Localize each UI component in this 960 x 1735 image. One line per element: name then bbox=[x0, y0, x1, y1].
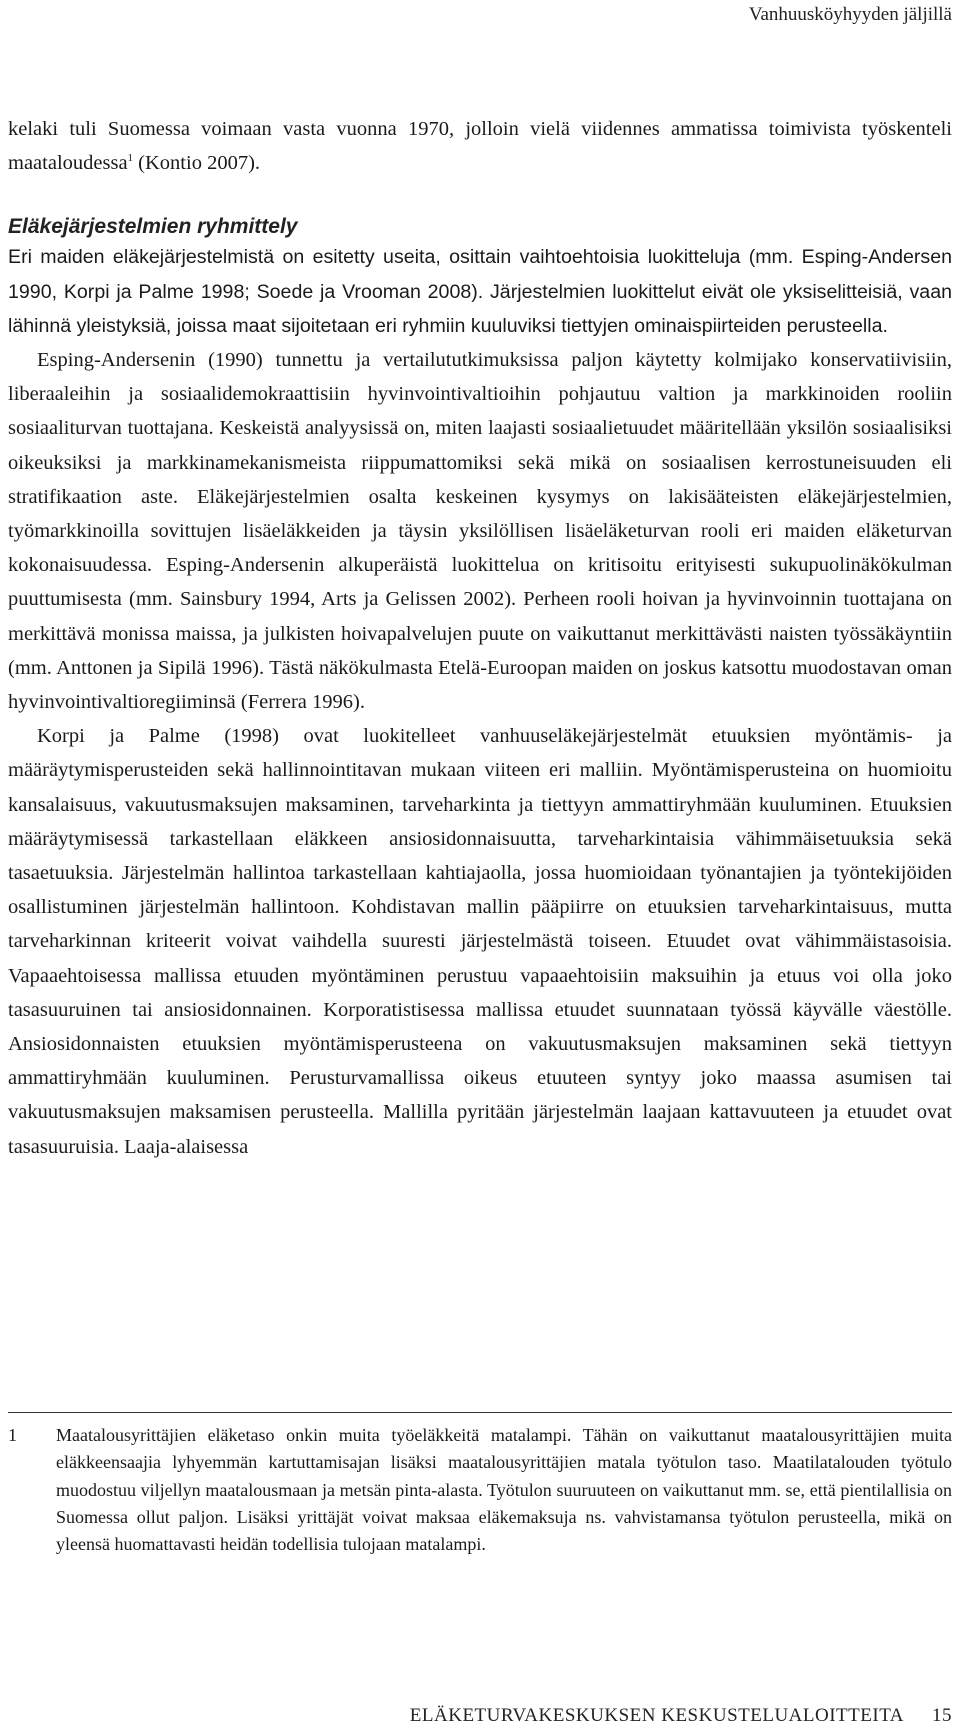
running-footer bbox=[410, 1705, 952, 1727]
paragraph-esping-andersen: Esping-Andersenin (1990) tunnettu ja vertailututkimuksissa paljon käytetty kolmijako konservatiivisiin, liberaaleihin ja sosiaalidemokraattisiin hyvinvointivaltioihin pohjautuu valtion ja markkinoiden rooliin sosiaaliturvan tuottajana. Keskeistä analyysissä on, miten laajasti sosiaalietuudet määritellään yksilön sosiaalisiksi oikeuksiksi ja markkinamekanismeista riippumattomiksi sekä mikä on sosiaalisen kerrostuneisuuden eli stratifikaation aste. Eläkejärjestelmien osalta keskeinen kysymys on lakisääteisten eläkejärjestelmien, työmarkkinoilla sovittujen lisäeläkkeiden ja täysin yksilöllisen lisäeläketurvan rooli eri maiden eläketurvan kokonaisuudessa. Esping-Andersenin alkuperäistä luokittelua on kritisoitu erityisesti sukupuolinäkökulman puuttumisesta (mm. Sainsbury 1994, Arts ja Gelissen 2002). Perheen rooli hoivan ja hyvinvoinnin tuottajana on merkittävä monissa maissa, ja julkisten hoivapalvelujen puute on vaikuttanut merkittävästi naisten työssäkäyntiin (mm. Anttonen ja Sipilä 1996). Tästä näkökulmasta Etelä-Euroopan maiden on joskus katsottu muodostavan oman hyvinvointivaltioregiiminsä (Ferrera 1996). bbox=[8, 349, 952, 714]
paragraph-korpi-palme: Korpi ja Palme (1998) ovat luokitelleet vanhuuseläkejärjestelmät etuuksien myöntämis- ja määräytymisperusteiden sekä hallinnointitavan mukaan viiteen eri malliin. Myöntämisperusteina on huomioitu kansalaisuus, vakuutusmaksujen maksaminen, tarveharkinta ja tiettyyn ammattiryhmään kuuluminen. Etuuksien määräytymisessä tarkastellaan eläkkeen ansiosidonnaisuutta, tarveharkintaisia vähimmäisetuuksia sekä tasaetuuksia. Järjestelmän hallintoa tarkastellaan kahtiajaolla, jossa huomioidaan työnantajien ja työntekijöiden osallistuminen järjestelmän hallintoon. Kohdistavan mallin pääpiirre on etuuksien tarveharkintaisuus, mutta tarveharkinnan kriteerit voivat vaihdella suuresti järjestelmästä toiseen. Etuudet ovat vähimmäistasoisia. Vapaaehtoisessa mallissa etuuden myöntäminen perustuu vapaaehtoisiin maksuihin ja etuus voi olla joko tasasuuruinen tai ansiosidonnainen. Korporatistisessa mallissa etuudet suunnataan työssä käyvälle väestölle. Ansiosidonnaisten etuuksien myöntämisperusteena on vakuutusmaksujen maksaminen sekä tiettyyn ammattiryhmään kuuluminen. Perusturvamallissa oikeus etuuteen syntyy joko maassa asumisen tai vakuutusmaksujen maksamisen perusteella. Mallilla pyritään järjestelmän laajaan kattavuuteen ja etuudet ovat tasasuuruisia. Laaja-alaisessa bbox=[8, 725, 952, 1158]
footnote bbox=[8, 1422, 952, 1558]
continuation-citation: (Kontio 2007). bbox=[133, 152, 261, 175]
main-text bbox=[8, 112, 952, 1164]
continuation-paragraph bbox=[8, 112, 952, 180]
series-title: ELÄKETURVAKESKUKSEN KESKUSTELUALOITTEITA bbox=[409, 1705, 904, 1726]
page-number: 15 bbox=[932, 1705, 952, 1726]
section-heading: Eläkejärjestelmien ryhmittely bbox=[8, 215, 298, 239]
footnote-reference: 1 bbox=[127, 152, 134, 165]
footnote-divider bbox=[8, 1412, 952, 1413]
continuation-text: kelaki tuli Suomessa voimaan vasta vuonna 1970, jolloin vielä viidennes ammatissa toimivista työskenteli maataloudessa bbox=[8, 118, 952, 175]
footnote-number: 1 bbox=[8, 1425, 17, 1445]
paragraph-intro: Eri maiden eläkejärjestelmistä on esitetty useita, osittain vaihtoehtoisia luokitteluja (mm. Esping-Andersen 1990, Korpi ja Palme 1998; Soede ja Vrooman 2008). Järjestelmien luokittelut eivät ole yksiselitteisiä, vaan lähinnä yleistyksiä, joissa maat sijoitetaan eri ryhmiin kuuluviksi tiettyjen ominaispiirteiden perusteella. bbox=[8, 246, 952, 337]
footnote-text: Maatalousyrittäjien eläketaso onkin muita työeläkkeitä matalampi. Tähän on vaikuttanut maatalousyrittäjien muita eläkkeensaajia lyhyemmän kartuttamisajan lisäksi maatalousyrittäjien matala työtulon taso. Maatilatalouden työtulo muodostuu viljellyn maatalousmaan ja metsän pinta-alasta. Työtulon suuruuteen on vaikuttanut mm. se, että pientilallisia on Suomessa ollut paljon. Lisäksi yrittäjät voivat maksaa eläkemaksuja ns. vahvistamansa työtulon perusteella, mikä on yleensä huomattavasti heidän todellisia tulojaan matalampi. bbox=[56, 1425, 952, 1555]
running-header: Vanhuusköyhyyden jäljillä bbox=[748, 4, 952, 25]
